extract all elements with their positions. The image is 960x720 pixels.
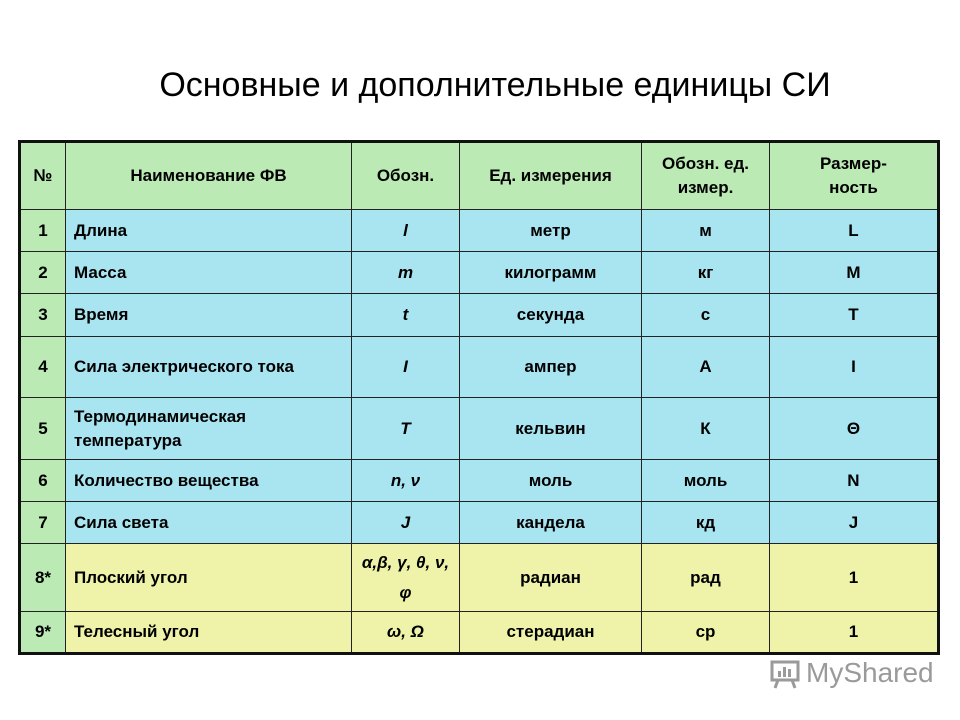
unit-name: радиан [460,544,642,612]
quantity-symbol: ω, Ω [352,612,460,654]
quantity-name: Термодинамическая температура [66,398,352,460]
unit-name: моль [460,460,642,502]
quantity-symbol: I [352,337,460,398]
unit-symbol: с [642,294,770,337]
header-cell: Обозн. [352,142,460,210]
dimension: 1 [770,612,939,654]
quantity-symbol: T [352,398,460,460]
unit-name: ампер [460,337,642,398]
row-number: 1 [20,210,66,252]
quantity-name: Время [66,294,352,337]
quantity-symbol: t [352,294,460,337]
header-cell: Обозн. ед. измер. [642,142,770,210]
quantity-name: Длина [66,210,352,252]
quantity-name: Плоский угол [66,544,352,612]
dimension: Θ [770,398,939,460]
row-number: 2 [20,252,66,294]
watermark-text: MyShared [806,657,934,688]
row-number: 7 [20,502,66,544]
unit-symbol: рад [642,544,770,612]
header-cell: № [20,142,66,210]
quantity-name: Количество вещества [66,460,352,502]
table-row [20,502,939,544]
table-row [20,544,939,612]
unit-name: секунда [460,294,642,337]
dimension: M [770,252,939,294]
unit-symbol: А [642,337,770,398]
presentation-logo-icon [768,656,802,690]
header-cell: Ед. измерения [460,142,642,210]
quantity-name: Сила света [66,502,352,544]
header-cell: Наименование ФВ [66,142,352,210]
row-number: 8* [20,544,66,612]
dimension: L [770,210,939,252]
quantity-symbol: J [352,502,460,544]
table-row [20,612,939,654]
watermark [768,656,934,690]
quantity-name: Телесный угол [66,612,352,654]
table-header-row [20,142,939,210]
si-units-table [18,140,940,655]
quantity-symbol: m [352,252,460,294]
row-number: 9* [20,612,66,654]
unit-name: кандела [460,502,642,544]
quantity-name: Масса [66,252,352,294]
dimension: N [770,460,939,502]
quantity-symbol: l [352,210,460,252]
unit-symbol: ср [642,612,770,654]
dimension: I [770,337,939,398]
table-row [20,294,939,337]
unit-symbol: м [642,210,770,252]
unit-symbol: моль [642,460,770,502]
row-number: 4 [20,337,66,398]
unit-name: кельвин [460,398,642,460]
unit-symbol: К [642,398,770,460]
quantity-name: Сила электрического тока [66,337,352,398]
dimension: J [770,502,939,544]
table-row [20,460,939,502]
row-number: 5 [20,398,66,460]
quantity-symbol: n, ν [352,460,460,502]
unit-name: метр [460,210,642,252]
table-row [20,210,939,252]
page-title: Основные и дополнительные единицы СИ [159,66,831,104]
table-row [20,398,939,460]
table-row [20,252,939,294]
header-cell: Размер-ность [770,142,939,210]
table-row [20,337,939,398]
unit-name: килограмм [460,252,642,294]
dimension: 1 [770,544,939,612]
row-number: 3 [20,294,66,337]
quantity-symbol: α,β, γ, θ, ν, φ [352,544,460,612]
unit-symbol: кг [642,252,770,294]
dimension: T [770,294,939,337]
unit-name: стерадиан [460,612,642,654]
unit-symbol: кд [642,502,770,544]
row-number: 6 [20,460,66,502]
